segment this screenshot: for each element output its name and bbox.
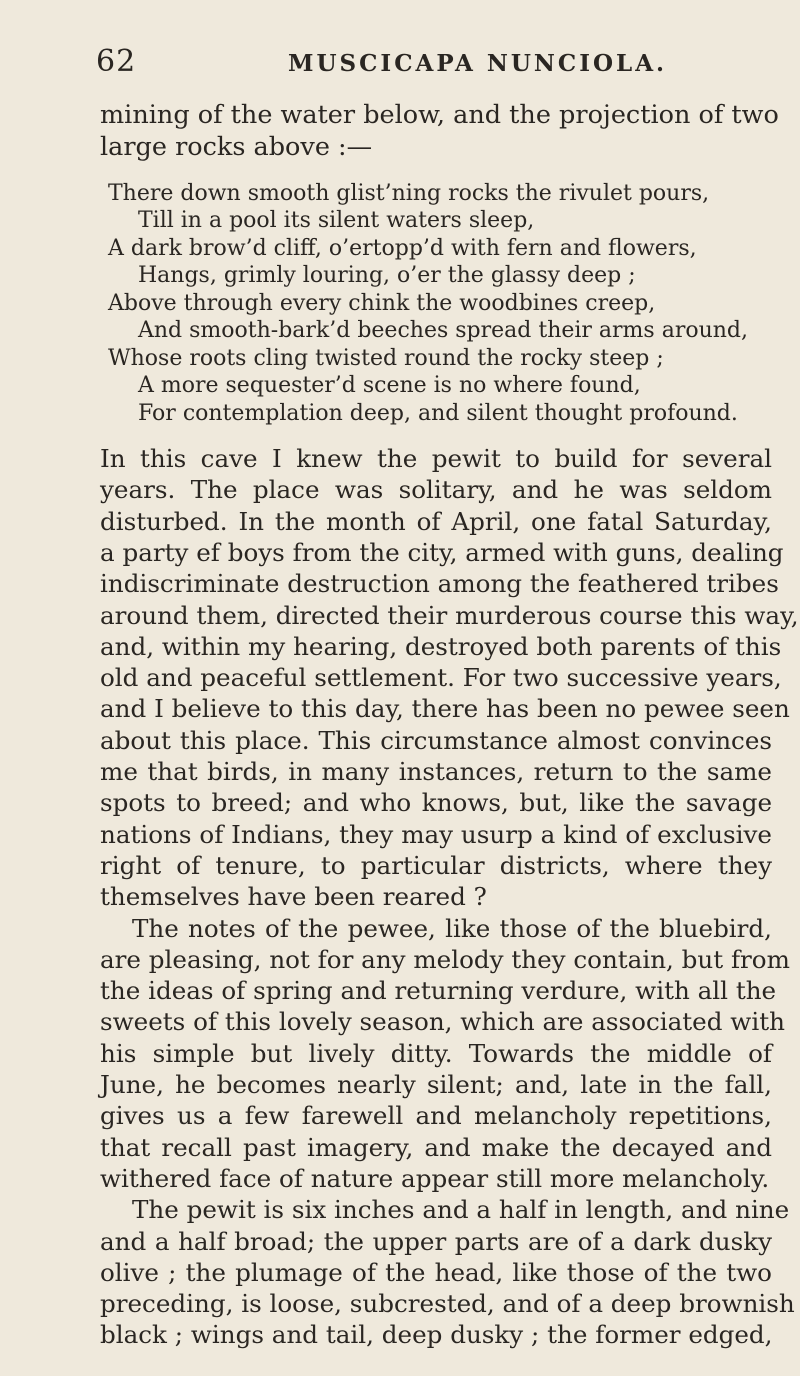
- paragraph-line: old and peaceful settlement. For two successive years,: [100, 663, 782, 693]
- poem-line: For contemplation deep, and silent thought profound.: [138, 400, 738, 426]
- poem-line: Whose roots cling twisted round the rocky steep ;: [108, 345, 664, 371]
- paragraph-line: disturbed. In the month of April, one fatal Saturday,: [100, 506, 772, 536]
- paragraph-line: his simple but lively ditty. Towards the middle of: [100, 1038, 772, 1068]
- paragraph-line: The pewit is six inches and a half in length, and nine: [132, 1195, 790, 1225]
- page-number: 62: [96, 44, 137, 79]
- intro-text: [100, 100, 779, 164]
- paragraph-line: the ideas of spring and returning verdure, with all the: [100, 976, 777, 1006]
- poem-line: And smooth-bark’d beeches spread their arms around,: [138, 318, 748, 344]
- paragraph-line: gives us a few farewell and melancholy repetitions,: [100, 1101, 772, 1131]
- paragraph-line: In this cave I knew the pewit to build for several: [100, 444, 772, 474]
- paragraph-line: me that birds, in many instances, return to the same: [100, 757, 772, 787]
- paragraph-line: and a half broad; the upper parts are of a dark dusky: [100, 1226, 772, 1256]
- paragraph-line: are pleasing, not for any melody they contain, but from: [100, 944, 790, 974]
- paragraph-line: that recall past imagery, and make the decayed and: [100, 1132, 772, 1162]
- poem-line: Hangs, grimly louring, o’er the glassy deep ;: [138, 263, 636, 289]
- paragraph-line: black ; wings and tail, deep dusky ; the former edged,: [100, 1320, 773, 1350]
- poem-line: There down smooth glist’ning rocks the rivulet pours,: [108, 180, 710, 206]
- paragraph-line: right of tenure, to particular districts, where they: [100, 850, 772, 880]
- poem-stanza: [100, 180, 772, 428]
- paragraph-line: themselves have been reared ?: [100, 882, 487, 912]
- paragraph-cave: [100, 443, 799, 912]
- paragraph-line: around them, directed their murderous course this way,: [100, 600, 799, 630]
- running-head: MUSCICAPA NUNCIOLA.: [288, 50, 668, 77]
- paragraph-line: and, within my hearing, destroyed both parents of this: [100, 631, 782, 661]
- intro-line: mining of the water below, and the projection of two: [100, 100, 779, 130]
- paragraph-line: indiscriminate destruction among the feathered tribes: [100, 569, 779, 599]
- paragraph-line: and I believe to this day, there has been no pewee seen: [100, 694, 790, 724]
- paragraph-line: The notes of the pewee, like those of the bluebird,: [132, 913, 772, 943]
- paragraph-line: about this place. This circumstance almost convinces: [100, 725, 772, 755]
- paragraph-line: spots to breed; and who knows, but, like the savage: [100, 788, 772, 818]
- paragraph-notes: [100, 913, 790, 1195]
- intro-line: large rocks above :—: [100, 131, 373, 162]
- poem-line: A dark brow’d cliff, o’ertopp’d with fern and flowers,: [108, 235, 697, 261]
- paragraph-line: years. The place was solitary, and he was seldom: [100, 475, 772, 505]
- poem-line: A more sequester’d scene is no where found,: [138, 373, 641, 399]
- paragraph-line: withered face of nature appear still more melancholy.: [100, 1163, 770, 1193]
- poem-line: Till in a pool its silent waters sleep,: [138, 208, 535, 234]
- paragraph-line: nations of Indians, they may usurp a kind of exclusive: [100, 819, 772, 849]
- paragraph-line: June, he becomes nearly silent; and, late in the fall,: [100, 1070, 772, 1100]
- poem-line: Above through every chink the woodbines creep,: [108, 290, 656, 316]
- page-body: [100, 100, 799, 1351]
- paragraph-line: sweets of this lovely season, which are associated with: [100, 1007, 785, 1037]
- paragraph-line: olive ; the plumage of the head, like those of the two: [100, 1257, 772, 1287]
- paragraph-line: a party ef boys from the city, armed with guns, dealing: [100, 537, 784, 567]
- page-header: [96, 44, 756, 84]
- paragraph-line: preceding, is loose, subcrested, and of a deep brownish: [100, 1289, 795, 1319]
- paragraph-description: [100, 1194, 795, 1350]
